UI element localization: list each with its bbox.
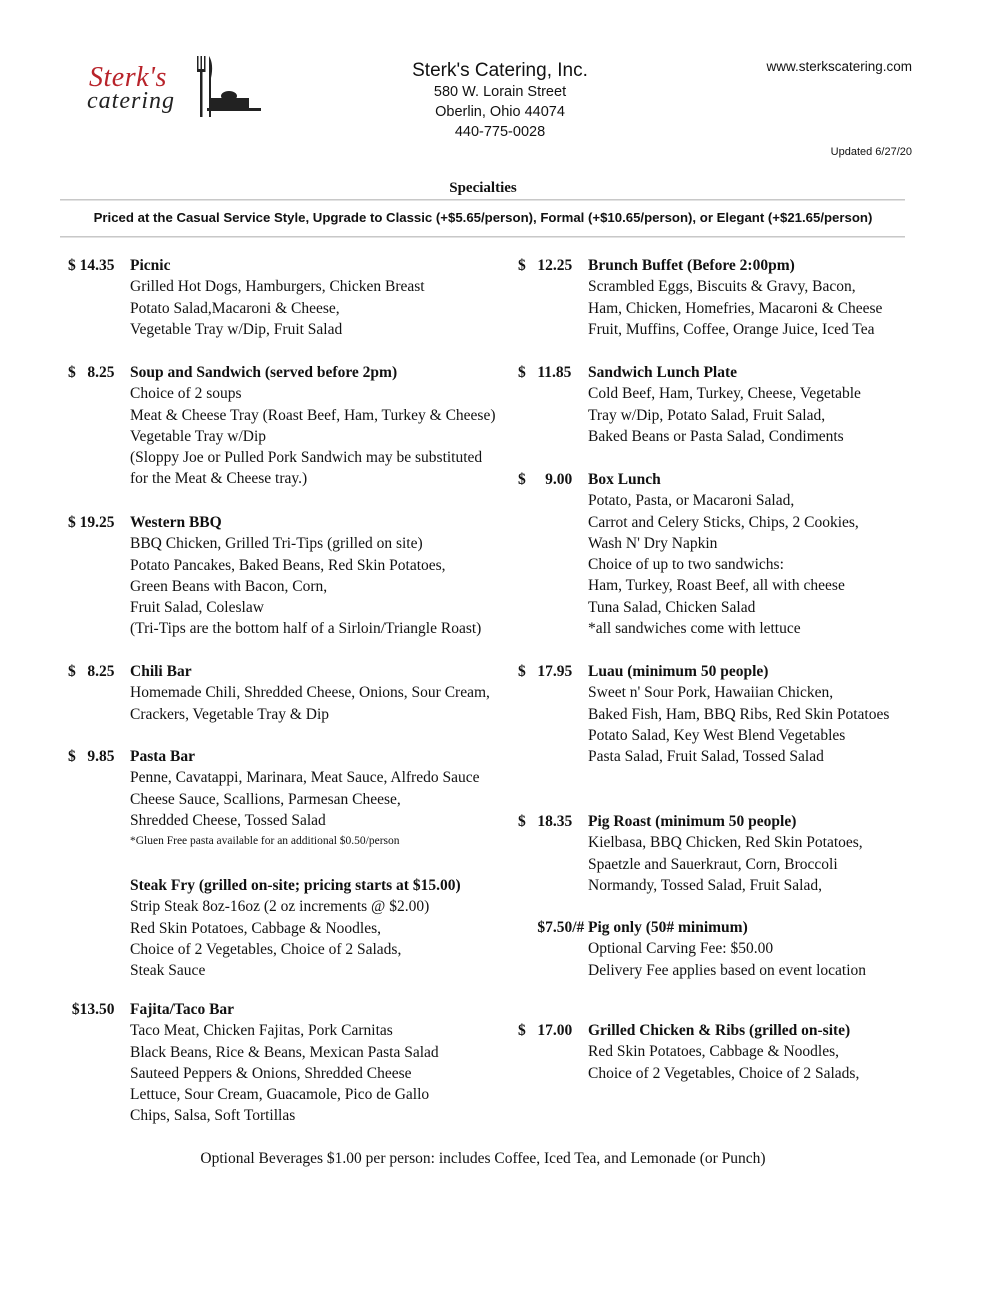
item-price: $7.50/# <box>518 919 585 936</box>
company-header <box>300 60 700 142</box>
item-desc-line: *all sandwiches come with lettuce <box>588 620 801 638</box>
item-desc-line: Penne, Cavatappi, Marinara, Meat Sauce, Alfredo Sauce <box>130 769 480 787</box>
item-desc-line: Potato Salad, Key West Blend Vegetables <box>588 726 846 744</box>
item-name: Chili Bar <box>130 663 192 680</box>
item-desc-line: Grilled Hot Dogs, Hamburgers, Chicken Breast <box>130 278 425 296</box>
item-desc-line: Pasta Salad, Fruit Salad, Tossed Salad <box>588 748 824 766</box>
item-desc-line: Strip Steak 8oz-16oz (2 oz increments @ $2.00) <box>130 898 430 916</box>
item-name: Pig only (50# minimum) <box>588 919 748 936</box>
item-desc-line: Meat & Cheese Tray (Roast Beef, Ham, Turkey & Cheese) <box>130 406 496 424</box>
item-desc-line: Homemade Chili, Shredded Cheese, Onions, Sour Cream, <box>130 684 490 702</box>
item-desc-line: Lettuce, Sour Cream, Guacamole, Pico de Gallo <box>130 1086 430 1104</box>
item-name: Brunch Buffet (Before 2:00pm) <box>588 257 795 274</box>
item-desc-line: Optional Carving Fee: $50.00 <box>588 940 774 958</box>
item-desc-line: Fruit, Muffins, Coffee, Orange Juice, Iced Tea <box>588 320 875 338</box>
item-desc-line: Tuna Salad, Chicken Salad <box>588 598 756 616</box>
item-desc-line: Black Beans, Rice & Beans, Mexican Pasta Salad <box>130 1043 439 1061</box>
item-desc-line: Vegetable Tray w/Dip <box>130 427 267 445</box>
item-desc-line: Red Skin Potatoes, Cabbage & Noodles, <box>588 1043 839 1061</box>
item-desc-line: Choice of 2 soups <box>130 385 242 403</box>
item-desc-line: Baked Fish, Ham, BBQ Ribs, Red Skin Potatoes <box>588 705 890 723</box>
item-price: $ 8.25 <box>68 663 115 680</box>
item-name: Fajita/Taco Bar <box>130 1001 235 1018</box>
item-price: $13.50 <box>68 1001 115 1018</box>
item-desc-line: Cold Beef, Ham, Turkey, Cheese, Vegetable <box>588 385 861 403</box>
item-price: $ 9.85 <box>68 748 115 765</box>
item-name: Sandwich Lunch Plate <box>588 364 738 381</box>
item-desc-line: Potato Salad,Macaroni & Cheese, <box>130 299 340 317</box>
item-desc-line: Steak Sauce <box>130 962 206 980</box>
item-name: Western BBQ <box>130 514 222 531</box>
item-name: Soup and Sandwich (served before 2pm) <box>130 364 398 381</box>
item-desc-line: (Tri-Tips are the bottom half of a Sirloin/Triangle Roast) <box>130 620 482 638</box>
item-desc-line: Vegetable Tray w/Dip, Fruit Salad <box>130 320 343 338</box>
item-price: $ 11.85 <box>518 364 572 381</box>
item-desc-line: Choice of up to two sandwichs: <box>588 556 784 574</box>
item-price: $ 8.25 <box>68 364 115 381</box>
item-desc-line: Baked Beans or Pasta Salad, Condiments <box>588 427 844 445</box>
logo-text-line2: catering <box>87 88 175 114</box>
item-desc-line: Ham, Turkey, Roast Beef, all with cheese <box>588 577 845 595</box>
website-link[interactable]: www.sterkscatering.com <box>766 59 912 74</box>
item-desc-line: (Sloppy Joe or Pulled Pork Sandwich may be substituted <box>130 449 483 467</box>
item-desc-line: Wash N' Dry Napkin <box>588 534 718 552</box>
item-desc-line: Choice of 2 Vegetables, Choice of 2 Salads, <box>588 1064 860 1082</box>
item-name: Pasta Bar <box>130 748 196 765</box>
item-desc-line: Potato Pancakes, Baked Beans, Red Skin Potatoes, <box>130 556 446 574</box>
item-name: Box Lunch <box>588 471 661 488</box>
page-title: Specialties <box>449 180 517 196</box>
item-desc-line: Shredded Cheese, Tossed Salad <box>130 811 326 829</box>
street-address: 580 W. Lorain Street <box>433 84 567 100</box>
item-desc-line: Carrot and Celery Sticks, Chips, 2 Cookies, <box>588 513 859 531</box>
item-price: $ 12.25 <box>518 257 573 274</box>
item-desc-line: Scrambled Eggs, Biscuits & Gravy, Bacon, <box>588 278 856 296</box>
item-desc-line: for the Meat & Cheese tray.) <box>130 470 308 488</box>
item-desc-line: Potato, Pasta, or Macaroni Salad, <box>588 492 795 510</box>
company-logo <box>85 56 265 126</box>
item-price: $ 17.95 <box>518 663 573 680</box>
item-name: Grilled Chicken & Ribs (grilled on-site) <box>588 1022 851 1039</box>
updated-date: Updated 6/27/20 <box>830 146 912 158</box>
item-desc-line: Chips, Salsa, Soft Tortillas <box>130 1107 296 1125</box>
item-desc-line: Tray w/Dip, Potato Salad, Fruit Salad, <box>588 406 826 424</box>
company-name: Sterk's Catering, Inc. <box>412 60 588 81</box>
item-desc-line: Normandy, Tossed Salad, Fruit Salad, <box>588 876 822 894</box>
item-price: $ 14.35 <box>68 257 115 274</box>
divider <box>60 199 905 201</box>
serving-dish-icon <box>207 86 262 116</box>
item-footnote: *Gluen Free pasta available for an additional $0.50/person <box>130 835 400 848</box>
item-price: $ 17.00 <box>518 1022 573 1039</box>
pricing-note: Priced at the Casual Service Style, Upgrade to Classic (+$5.65/person), Formal (+$10.65/person), or Elegant (+$21.65/person) <box>93 210 873 225</box>
item-desc-line: Red Skin Potatoes, Cabbage & Noodles, <box>130 919 381 937</box>
divider <box>60 236 905 238</box>
item-desc-line: Delivery Fee applies based on event location <box>588 961 867 979</box>
item-name: Pig Roast (minimum 50 people) <box>588 813 797 830</box>
item-desc-line: Sauteed Peppers & Onions, Shredded Cheese <box>130 1064 412 1082</box>
item-desc-line: Crackers, Vegetable Tray & Dip <box>130 705 330 723</box>
beverages-note: Optional Beverages $1.00 per person: includes Coffee, Iced Tea, and Lemonade (or Punch) <box>200 1150 766 1167</box>
logo-text-line1: Sterk's <box>89 62 167 93</box>
item-price: $ 9.00 <box>518 471 573 488</box>
item-price: $ 19.25 <box>68 514 115 531</box>
item-desc-line: Cheese Sauce, Scallions, Parmesan Cheese, <box>130 790 401 808</box>
item-desc-line: Ham, Chicken, Homefries, Macaroni & Cheese <box>588 299 883 317</box>
item-desc-line: Taco Meat, Chicken Fajitas, Pork Carnitas <box>130 1022 393 1040</box>
item-desc-line: Fruit Salad, Coleslaw <box>130 599 264 617</box>
item-name: Steak Fry (grilled on-site; pricing starts at $15.00) <box>130 877 461 894</box>
item-price: $ 18.35 <box>518 813 573 830</box>
item-desc-line: Kielbasa, BBQ Chicken, Red Skin Potatoes, <box>588 834 863 852</box>
item-desc-line: Spaetzle and Sauerkraut, Corn, Broccoli <box>588 855 838 873</box>
item-name: Picnic <box>130 257 171 274</box>
item-desc-line: Choice of 2 Vegetables, Choice of 2 Salads, <box>130 940 402 958</box>
item-name: Luau (minimum 50 people) <box>588 663 769 680</box>
item-desc-line: Sweet n' Sour Pork, Hawaiian Chicken, <box>588 684 834 702</box>
item-desc-line: Green Beans with Bacon, Corn, <box>130 577 328 595</box>
city-state-zip: Oberlin, Ohio 44074 <box>435 104 565 120</box>
item-desc-line: BBQ Chicken, Grilled Tri-Tips (grilled on site) <box>130 535 423 553</box>
phone-number: 440-775-0028 <box>454 124 546 140</box>
